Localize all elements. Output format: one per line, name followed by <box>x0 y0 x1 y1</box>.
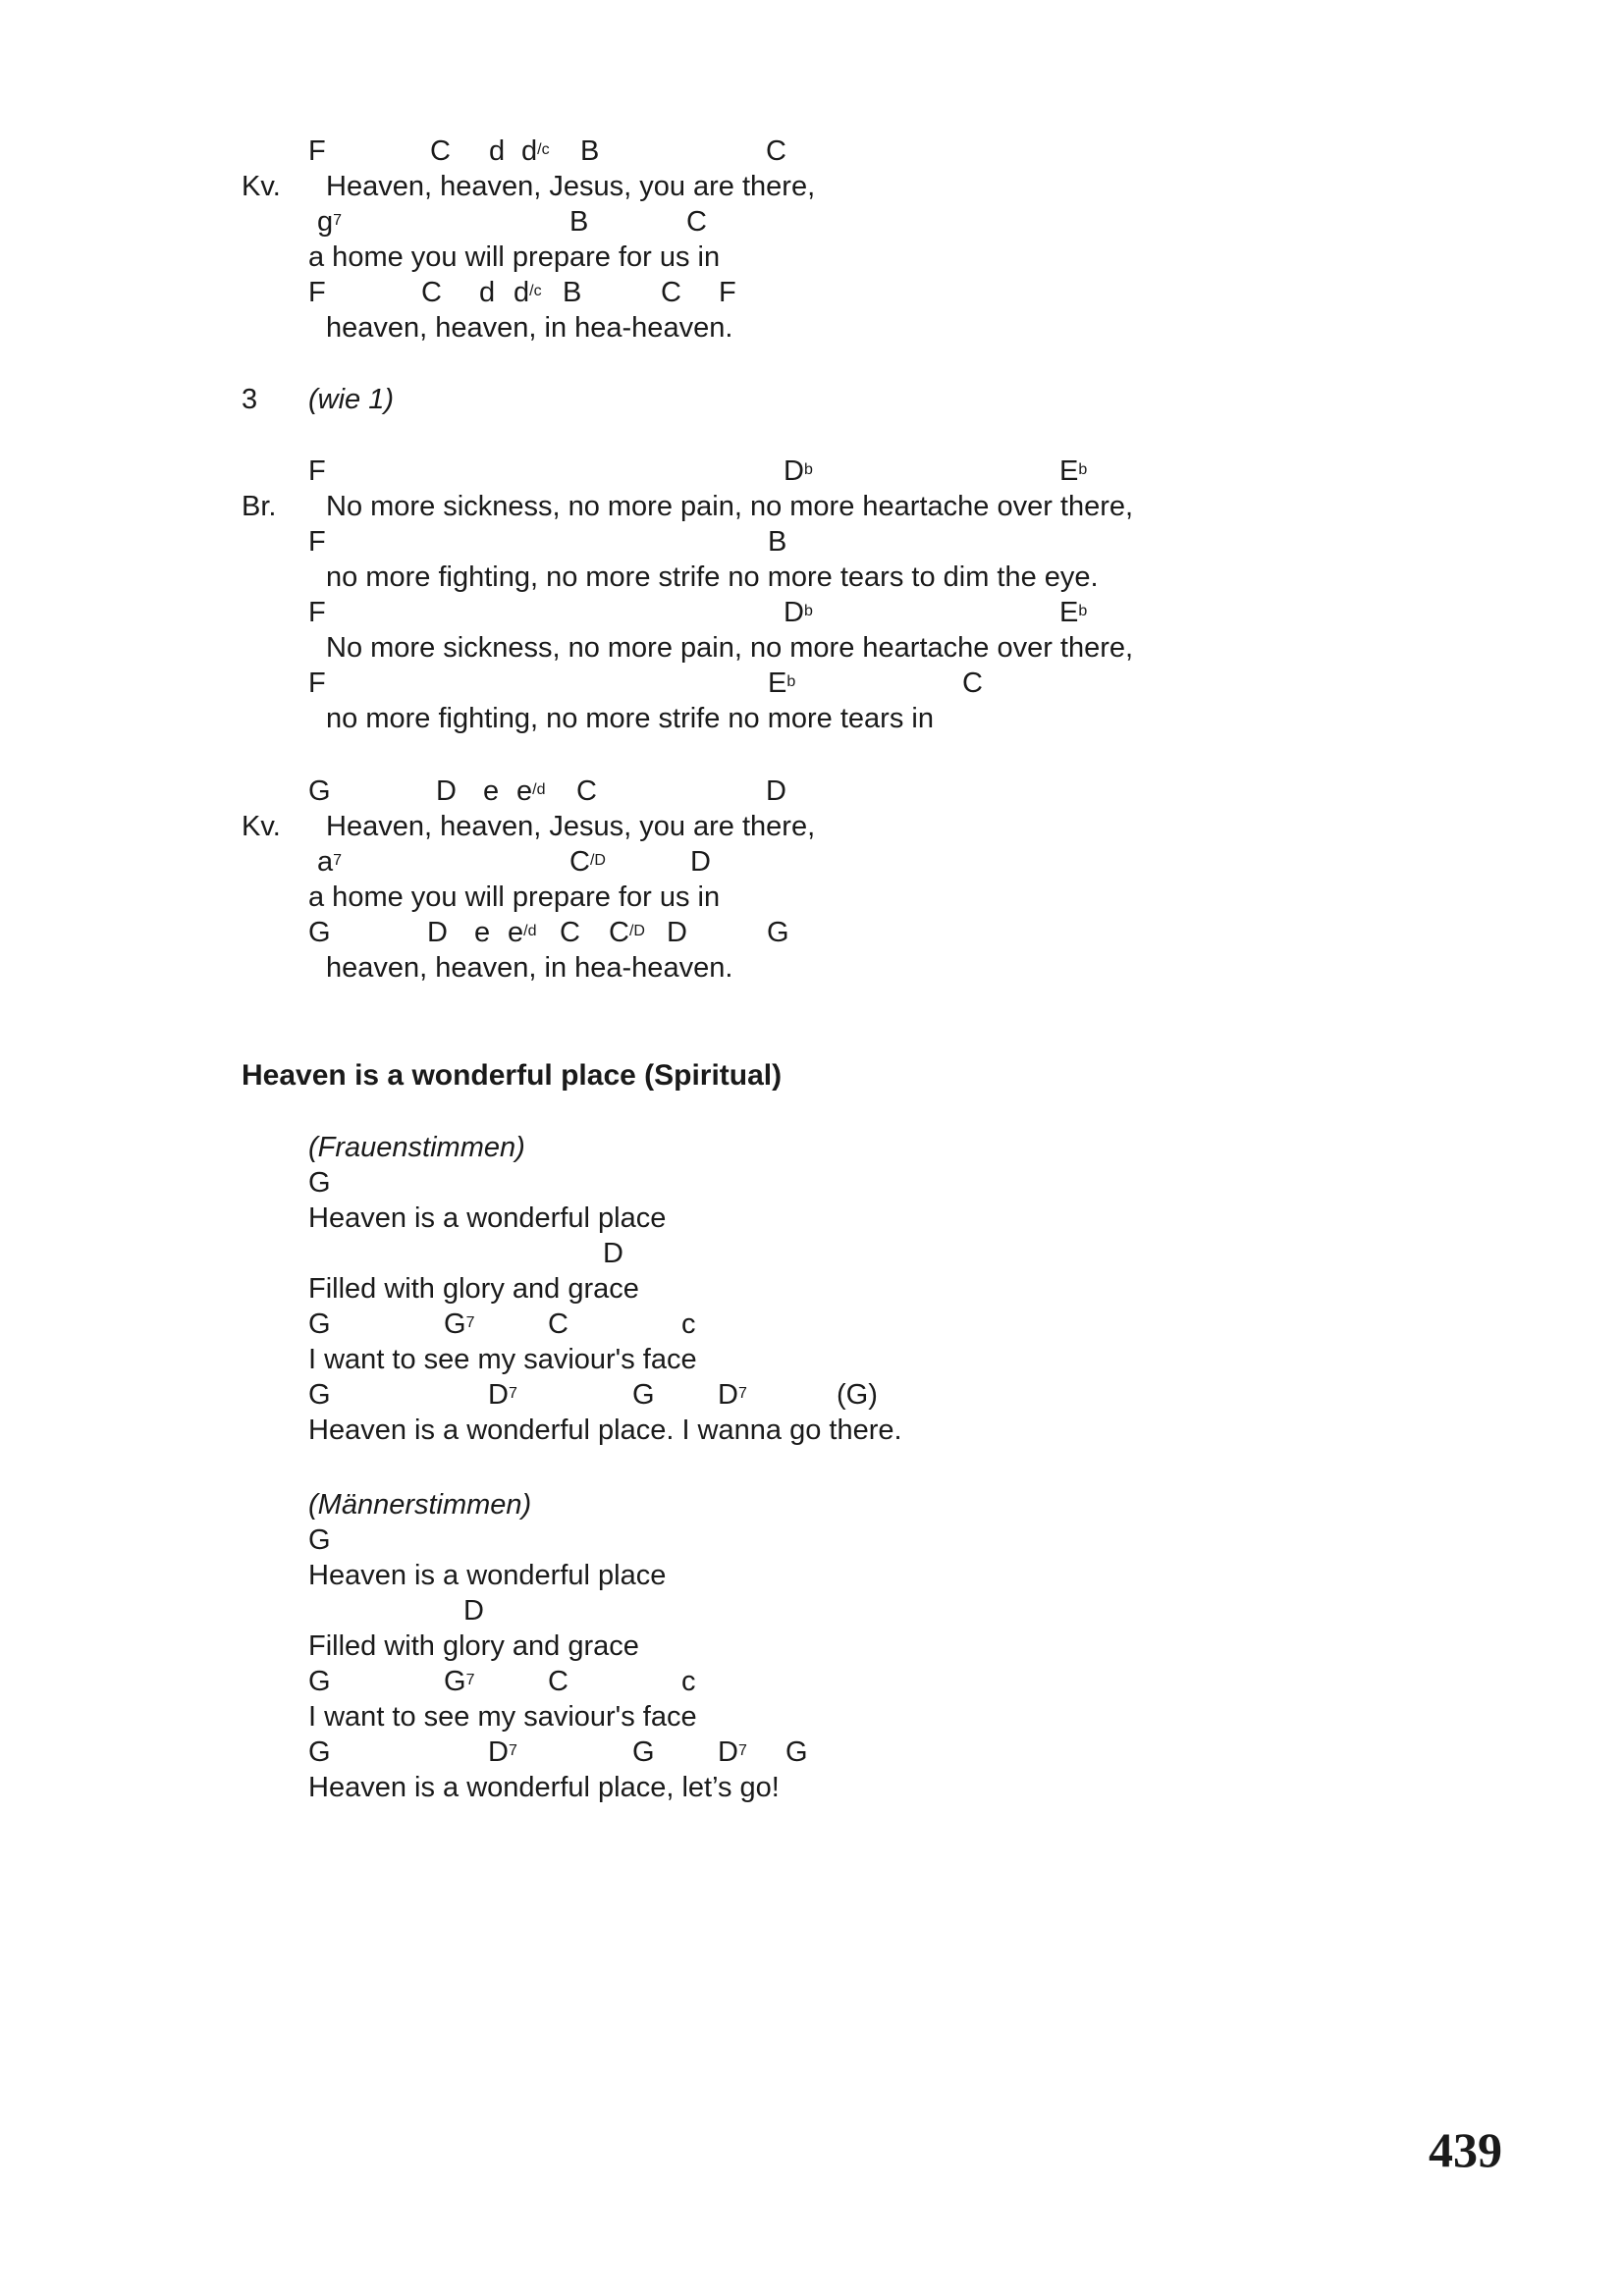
chord: F <box>308 526 326 558</box>
verse-note: (wie 1) <box>308 384 395 415</box>
chord: $e^{/d}$ <box>516 775 546 807</box>
chord: D <box>690 846 711 878</box>
lyric-line: Filled with glory and grace <box>308 1273 639 1305</box>
chord: C <box>560 917 580 948</box>
chord: C <box>548 1308 568 1340</box>
chord: $E^b$ <box>768 667 796 699</box>
chord: $C^{/D}$ <box>609 917 645 948</box>
chord: $C^{/D}$ <box>569 846 606 878</box>
chord: (G) <box>837 1379 878 1411</box>
chord: G <box>308 1524 331 1556</box>
chord: F <box>308 135 326 167</box>
chord: F <box>308 455 326 487</box>
chord: $G^7$ <box>444 1308 475 1340</box>
chord: D <box>667 917 687 948</box>
lyric-line: Filled with glory and grace <box>308 1630 639 1662</box>
chord: $G^7$ <box>444 1666 475 1697</box>
chord: C <box>430 135 451 167</box>
chord: G <box>308 1736 331 1768</box>
chord: F <box>308 277 326 308</box>
chord: D <box>436 775 457 807</box>
chord: G <box>308 1379 331 1411</box>
chord: C <box>548 1666 568 1697</box>
voice-note: (Frauenstimmen) <box>308 1132 525 1163</box>
chord: G <box>632 1379 655 1411</box>
chord: F <box>308 667 326 699</box>
chord: d <box>489 135 506 167</box>
chord: C <box>962 667 983 699</box>
chord: D <box>427 917 448 948</box>
lyric-line: heaven, heaven, in hea-heaven. <box>326 952 733 984</box>
chord: $D^7$ <box>488 1379 517 1411</box>
chord: c <box>681 1308 696 1340</box>
lyric-line: Heaven is a wonderful place <box>308 1202 667 1234</box>
lyric-line: a home you will prepare for us in <box>308 881 721 913</box>
lyric-line: Heaven, heaven, Jesus, you are there, <box>326 171 816 202</box>
chord: e <box>483 775 500 807</box>
chord: $d^{/c}$ <box>514 277 542 308</box>
chord: G <box>785 1736 808 1768</box>
lyric-line: Heaven is a wonderful place, let’s go! <box>308 1772 780 1803</box>
bridge-label: Br. <box>242 491 277 522</box>
chord: $D^7$ <box>718 1379 747 1411</box>
lyric-line: no more fighting, no more strife no more tears to dim the eye. <box>326 561 1099 593</box>
lyric-line: a home you will prepare for us in <box>308 241 721 273</box>
chord: d <box>479 277 496 308</box>
chord: $E^b$ <box>1059 597 1088 628</box>
chord: G <box>767 917 789 948</box>
chord: $a^7$ <box>317 846 343 878</box>
chord: D <box>766 775 786 807</box>
chord: $D^7$ <box>718 1736 747 1768</box>
lyric-line: Heaven, heaven, Jesus, you are there, <box>326 811 816 842</box>
lyric-line: Heaven is a wonderful place. I wanna go there. <box>308 1415 902 1446</box>
lyric-line: No more sickness, no more pain, no more heartache over there, <box>326 632 1134 664</box>
chord: B <box>569 206 589 238</box>
chord: G <box>308 1167 331 1199</box>
chord: c <box>681 1666 696 1697</box>
lyric-line: heaven, heaven, in hea-heaven. <box>326 312 733 344</box>
chord: B <box>563 277 582 308</box>
chord: G <box>308 1308 331 1340</box>
chord: F <box>719 277 736 308</box>
lyric-line: Heaven is a wonderful place <box>308 1560 667 1591</box>
chord: G <box>308 917 331 948</box>
lyric-line: I want to see my saviour's face <box>308 1344 697 1375</box>
lyric-line: no more fighting, no more strife no more tears in <box>326 703 934 734</box>
chord: $e^{/d}$ <box>508 917 537 948</box>
chord: $g^7$ <box>317 206 343 238</box>
chord: e <box>474 917 491 948</box>
refrain-label: Kv. <box>242 171 281 202</box>
chord: G <box>308 1666 331 1697</box>
page-number: 439 <box>1429 2122 1502 2177</box>
chord: $D^b$ <box>784 455 813 487</box>
chord: C <box>661 277 681 308</box>
lyric-line: I want to see my saviour's face <box>308 1701 697 1733</box>
chord: C <box>421 277 442 308</box>
chord: D <box>463 1595 484 1627</box>
chord: $D^b$ <box>784 597 813 628</box>
voice-note: (Männerstimmen) <box>308 1489 532 1521</box>
chord: G <box>632 1736 655 1768</box>
verse-number: 3 <box>242 384 258 415</box>
lyric-line: No more sickness, no more pain, no more heartache over there, <box>326 491 1134 522</box>
chord: G <box>308 775 331 807</box>
chord: F <box>308 597 326 628</box>
chord: D <box>603 1238 623 1269</box>
chord: C <box>576 775 597 807</box>
chord: B <box>580 135 600 167</box>
chord: C <box>766 135 786 167</box>
chord: $d^{/c}$ <box>521 135 550 167</box>
song-title: Heaven is a wonderful place (Spiritual) <box>242 1059 783 1092</box>
chord: $E^b$ <box>1059 455 1088 487</box>
chord: B <box>768 526 787 558</box>
refrain-label: Kv. <box>242 811 281 842</box>
chord: C <box>686 206 707 238</box>
chord: $D^7$ <box>488 1736 517 1768</box>
